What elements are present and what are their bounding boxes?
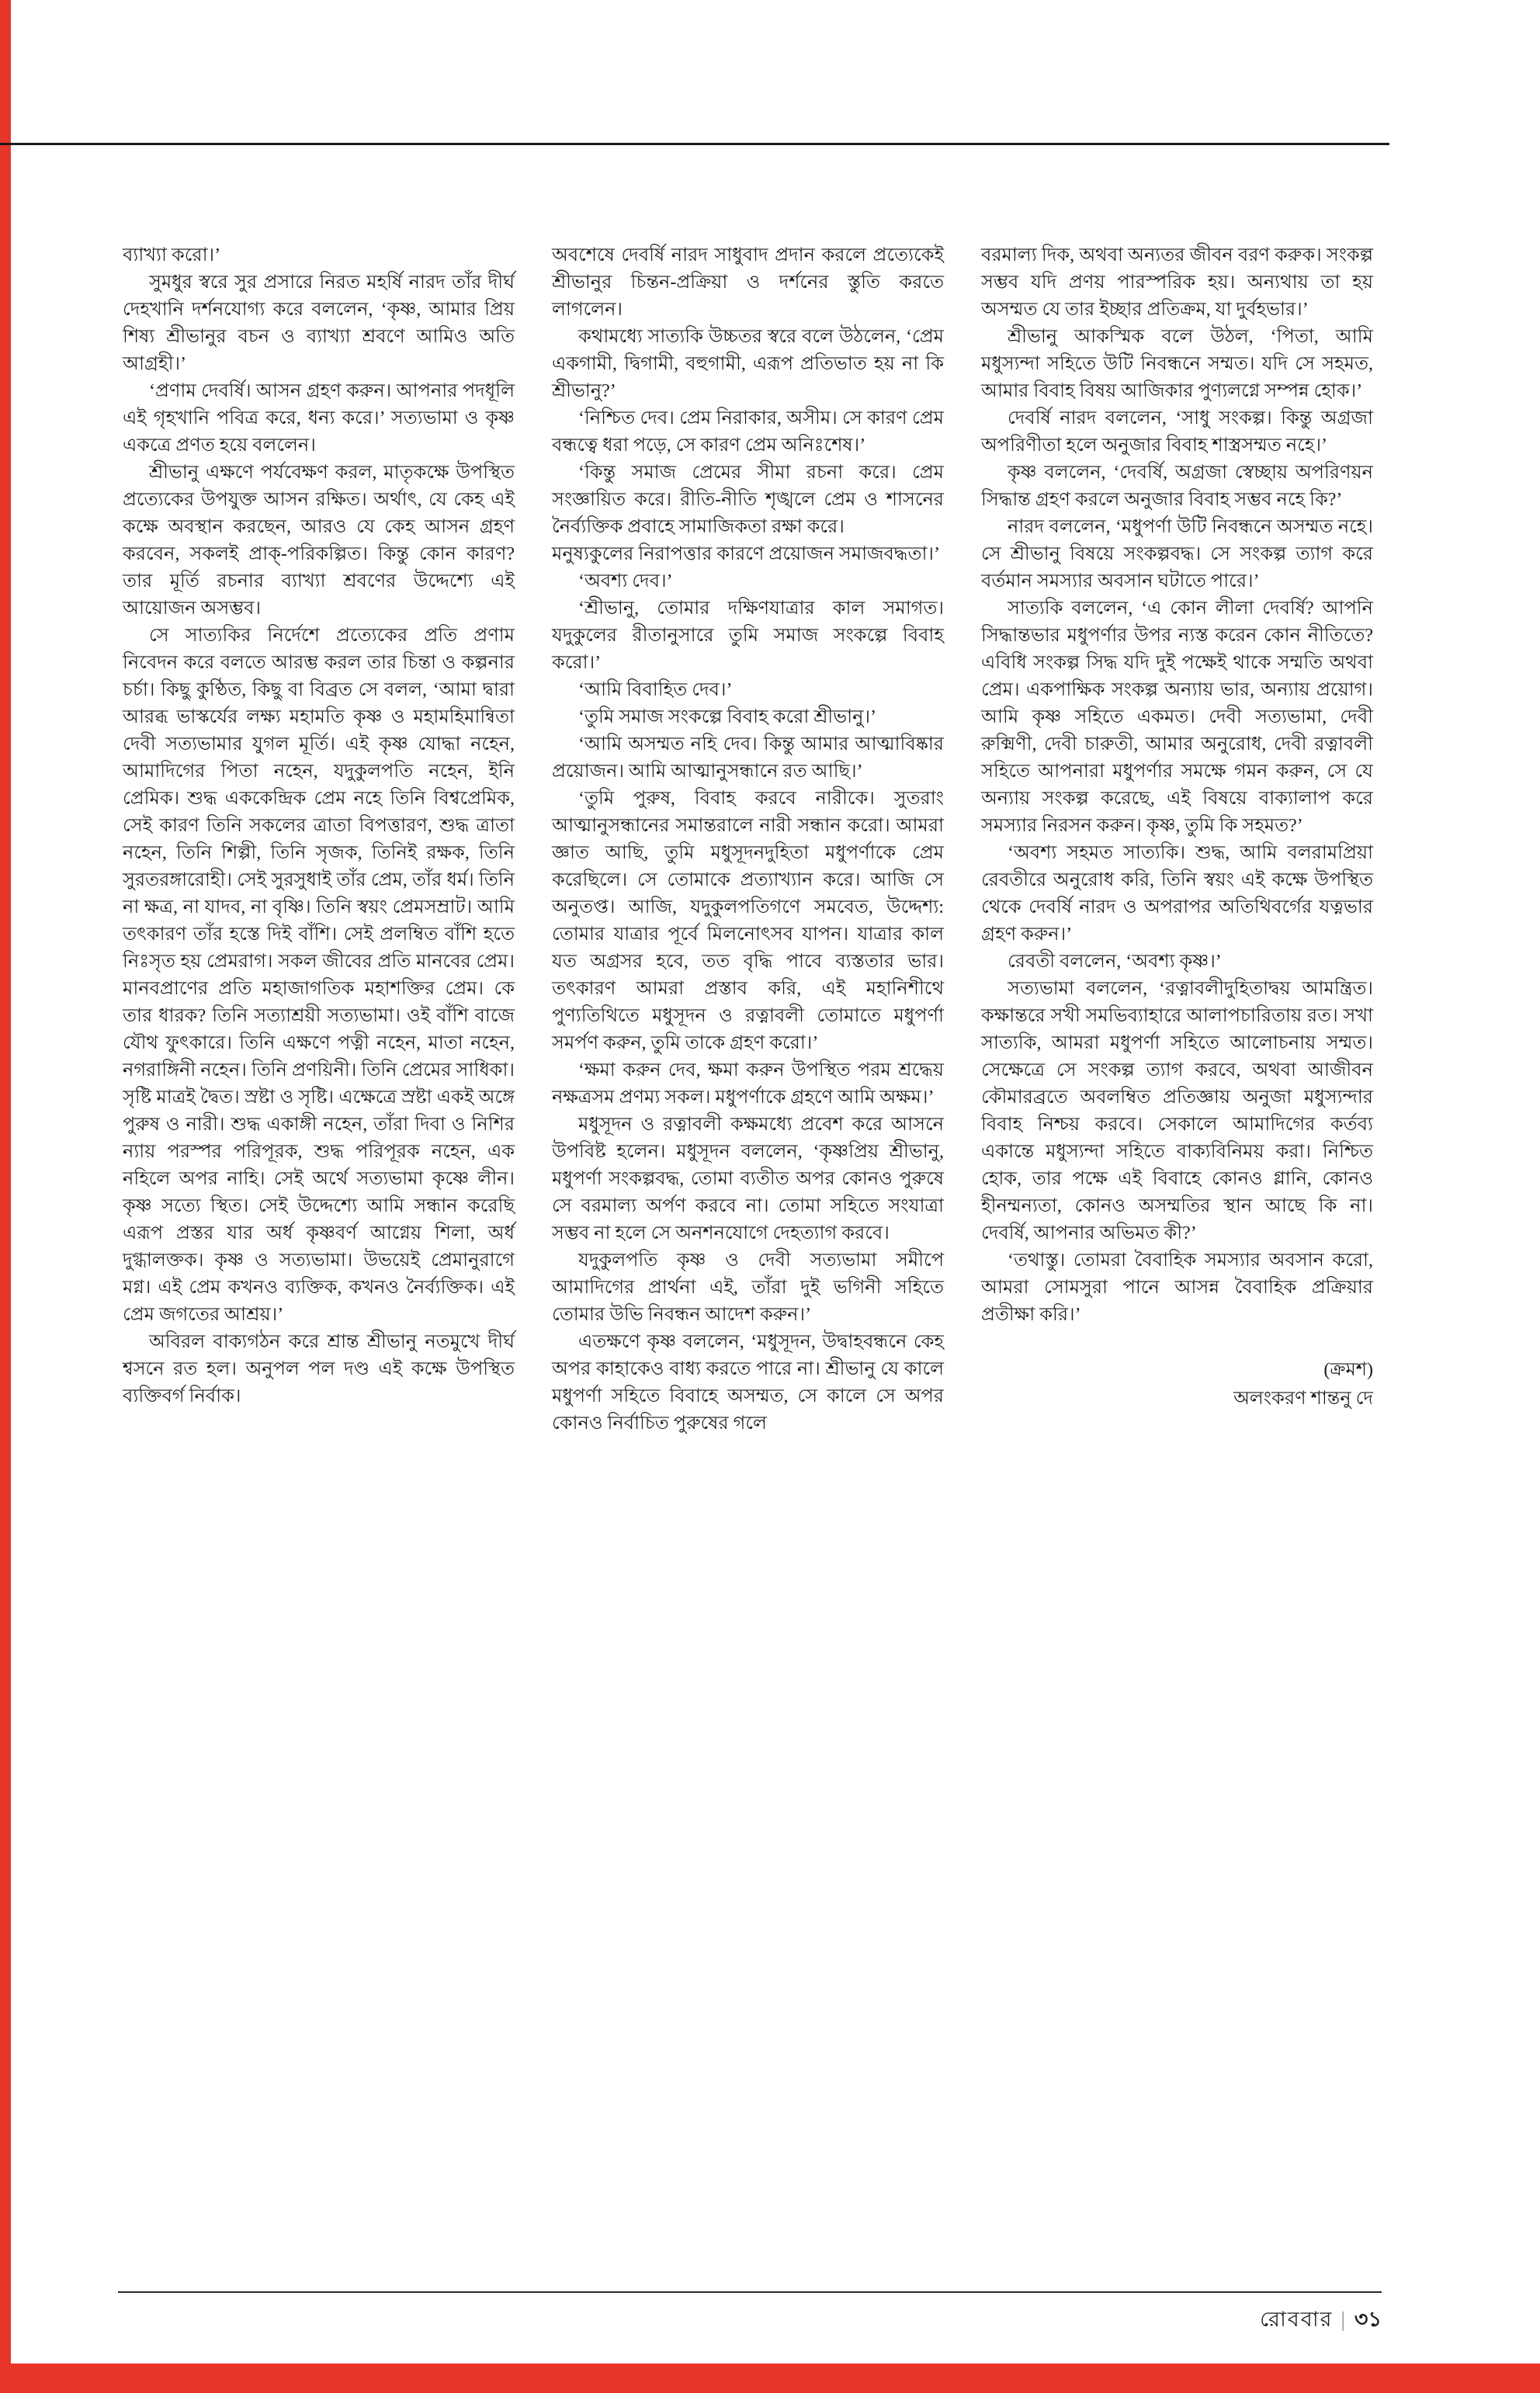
article-body [123,242,1374,1438]
column-3-paragraphs [981,242,1373,1329]
left-border-accent [0,0,11,2393]
paragraph: ‘আমি অসম্মত নহি দেব। কিন্তু আমার আত্মাবিষ্কার প্রয়োজন। আমি আত্মানুসন্ধানে রত আছি।’ [552,734,944,782]
paragraph: ‘নিশ্চিত দেব। প্রেম নিরাকার, অসীম। সে কারণ প্রেম বন্ধত্বে ধরা পড়ে, সে কারণ প্রেম অনিঃশেষ।’ [552,408,944,456]
page-footer [118,2291,1382,2339]
footer-divider: | [1341,2308,1347,2331]
paragraph: কৃষ্ণ বললেন, ‘দেবর্ষি, অগ্রজা স্বেচ্ছায় অপরিণয়ন সিদ্ধান্ত গ্রহণ করলে অনুজার বিবাহ সম্ভব নহে কি?’ [981,463,1373,510]
paragraph: ‘অবশ্য দেব।’ [578,571,673,591]
paragraph: নারদ বললেন, ‘মধুপর্ণা উটি নিবন্ধনে অসম্মত নহে। সে শ্রীভানু বিষয়ে সংকল্পবদ্ধ। সে সংকল্প ত্যাগ করে বর্তমান সমস্যার অবসান ঘটাতে পারে।’ [981,517,1373,591]
top-rule [0,143,1389,145]
footer-text [118,2304,1382,2339]
paragraph: দেবর্ষি নারদ বললেন, ‘সাধু সংকল্প। কিন্তু অগ্রজা অপরিণীতা হলে অনুজার বিবাহ শাস্ত্রসম্মত নহে।’ [981,408,1373,456]
text-column-1 [123,242,515,1410]
paragraph: ‘অবশ্য সহমত সাত্যকি। শুদ্ধ, আমি বলরামপ্রিয়া রেবতীরে অনুরোধ করি, তিনি স্বয়ং এই কক্ষে উপস্থিত থেকে দেবর্ষি নারদ ও অপরাপর অতিথিবর্গের যত্নভার গ্রহণ করুন।’ [981,843,1373,945]
paragraph: মধুসূদন ও রত্নাবলী কক্ষমধ্যে প্রবেশ করে আসনে উপবিষ্ট হলেন। মধুসূদন বললেন, ‘কৃষ্ণপ্রিয় শ্রীভানু, মধুপর্ণা সংকল্পবদ্ধ, তোমা ব্যতীত অপর কোনও পুরুষে সে বরমাল্য অর্পণ করবে না। তোমা সহিতে সংযাত্রা সম্ভব না হলে সে অনশনযোগে দেহত্যাগ করবে। [552,1115,944,1243]
continuation-marker: (ক্রমশ) [1323,1360,1373,1380]
paragraph: সে সাত্যকির নির্দেশে প্রত্যেকের প্রতি প্রণাম নিবেদন করে বলতে আরম্ভ করল তার চিন্তা ও কল্পনার চর্চা। কিছু কুণ্ঠিত, কিছু বা বিব্রত সে বলল, ‘আমা দ্বারা আরব্ধ ভাস্কর্যের লক্ষ্য মহামতি কৃষ্ণ ও মহামহিমান্বিতা দেবী সত্যভামার যুগল মূর্তি। এই কৃষ্ণ যোদ্ধা নহেন, আমাদিগের পিতা নহেন, যদুকুলপতি নহেন, ইনি প্রেমিক। শুদ্ধ এককেন্দ্রিক প্রেম নহে তিনি বিশ্বপ্রেমিক, সেই কারণ তিনি সকলের ত্রাতা বিপত্তারণ, শুদ্ধ ত্রাতা নহেন, তিনি শিল্পী, তিনি সৃজক, তিনিই রক্ষক, তিনি সুরতরঙ্গারোহী। সেই সুরসুধাই তাঁর প্রেম, তাঁর ধর্ম। তিনি না ক্ষত্র, না যাদব, না বৃষ্ণি। তিনি স্বয়ং প্রেমসম্রাট। আমি তৎকারণ তাঁর হস্তে দিই বাঁশি। সেই প্রলম্বিত বাঁশি হতে নিঃসৃত হয় প্রেমরাগ। সকল জীবের প্রতি মানবের প্রেম। মানবপ্রাণের প্রতি মহাজাগতিক মহাশক্তির প্রেম। কে তার ধারক? তিনি সত্যাশ্রয়ী সত্যভামা। ওই বাঁশি বাজে যৌথ ফুৎকারে। তিনি এক্ষণে পত্নী নহেন, মাতা নহেন, নগরাঙ্গিনী নহেন। তিনি প্রণয়িনী। তিনি প্রেমের সাধিকা। সৃষ্টি মাত্রই দ্বৈত। স্রষ্টা ও সৃষ্টি। এক্ষেত্রে স্রষ্টা একই অঙ্গে পুরুষ ও নারী। শুদ্ধ একাঙ্গী নহেন, তাঁরা দিবা ও নিশির ন্যায় পরস্পর পরিপূরক, শুদ্ধ পরিপূরক নহেন, এক নহিলে অপর নাহি। সেই অর্থে সত্যভামা কৃষ্ণে লীন। কৃষ্ণ সত্যে স্থিত। সেই উদ্দেশ্যে আমি সন্ধান করেছি এরূপ প্রস্তর যার অর্ধ কৃষ্ণবর্ণ আগ্নেয় শিলা, অর্ধ দুগ্ধালক্তক। কৃষ্ণ ও সত্যভামা। উভয়েই প্রেমানুরাগে মগ্ন। এই প্রেম কখনও ব্যক্তিক, কখনও নৈর্ব্যক্তিক। এই প্রেম জগতের আশ্রয়।’ [123,626,515,1325]
paragraph: অবশেষে দেবর্ষি নারদ সাধুবাদ প্রদান করলে প্রত্যেকেই শ্রীভানুর চিন্তন-প্রক্রিয়া ও দর্শনের স্তুতি করতে লাগলেন। [552,245,944,320]
paragraph: অবিরল বাক্যগঠন করে শ্রান্ত শ্রীভানু নতমুখে দীর্ঘ শ্বসনে রত হল। অনুপল পল দণ্ড এই কক্ষে উপস্থিত ব্যক্তিবর্গ নির্বাক। [123,1332,515,1406]
paragraph: শ্রীভানু এক্ষণে পর্যবেক্ষণ করল, মাতৃকক্ষে উপস্থিত প্রত্যেকের উপযুক্ত আসন রক্ষিত। অর্থাৎ, যে কেহ এই কক্ষে অবস্থান করছেন, আরও যে কেহ আসন গ্রহণ করবেন, সকলই প্রাক্‌-পরিকল্পিত। কিন্তু কোন কারণ? তার মূর্তি রচনার ব্যাখ্যা শ্রবণের উদ্দেশ্যে এই আয়োজন অসম্ভব। [123,463,515,619]
paragraph: ‘তুমি সমাজ সংকল্পে বিবাহ করো শ্রীভানু।’ [578,707,877,727]
paragraph: কথামধ্যে সাত্যকি উচ্চতর স্বরে বলে উঠলেন, ‘প্রেম একগামী, দ্বিগামী, বহুগামী, এরূপ প্রতিভাত হয় না কি শ্রীভানু?’ [552,327,944,401]
text-column-2 [552,242,944,1438]
paragraph: ‘তুমি পুরুষ, বিবাহ করবে নারীকে। সুতরাং আত্মানুসন্ধানের সমান্তরালে নারী সন্ধান করো। আমরা জ্ঞাত আছি, তুমি মধুসূদনদুহিতা মধুপর্ণাকে প্রেম করেছিলে। সে তোমাকে প্রত্যাখ্যান করে। আজি সে অনুতপ্ত। আজি, যদুকুলপতিগণে সমবেত, উদ্দেশ্য: তোমার যাত্রার পূর্বে মিলনোৎসব যাপন। যাত্রার কাল যত অগ্রসর হবে, তত বৃদ্ধি পাবে ব্যস্ততার ভার। তৎকারণ আমরা প্রস্তাব করি, এই মহানিশীথে পুণ্যতিথিতে মধুসূদন ও রত্নাবলী তোমাতে মধুপর্ণা সমর্পণ করুন, তুমি তাকে গ্রহণ করো।’ [552,789,944,1053]
column-2-paragraphs [552,242,944,1438]
paragraph: ‘প্রণাম দেবর্ষি। আসন গ্রহণ করুন। আপনার পদধূলি এই গৃহখানি পবিত্র করে, ধন্য করে।’ সত্যভামা ও কৃষ্ণ একত্রে প্রণত হয়ে বললেন। [123,381,515,456]
magazine-name: রোববার [1260,2308,1334,2331]
paragraph: রেবতী বললেন, ‘অবশ্য কৃষ্ণ।’ [1008,952,1222,972]
paragraph: ‘শ্রীভানু, তোমার দক্ষিণযাত্রার কাল সমাগত। যদুকুলের রীতানুসারে তুমি সমাজ সংকল্পে বিবাহ করো।’ [552,598,944,673]
paragraph: শ্রীভানু আকস্মিক বলে উঠল, ‘পিতা, আমি মধুস্যন্দা সহিতে উটি নিবন্ধনে সম্মত। যদি সে সহমত, আমার বিবাহ বিষয় আজিকার পুণ্যলগ্নে সম্পন্ন হোক।’ [981,327,1373,401]
paragraph: সাত্যকি বললেন, ‘এ কোন লীলা দেবর্ষি? আপনি সিদ্ধান্তভার মধুপর্ণার উপর ন্যস্ত করেন কোন নীতিতে? এবিধি সংকল্প সিদ্ধ যদি দুই পক্ষেই থাকে সম্মতি অথবা প্রেম। একপাক্ষিক সংকল্প অন্যায় ভার, অন্যায় প্রয়োগ। আমি কৃষ্ণ সহিতে একমত। দেবী সত্যভামা, দেবী রুক্মিণী, দেবী চারুতী, আমার অনুরোধ, দেবী রত্নাবলী সহিতে আপনারা মধুপর্ণার সমক্ষে গমন করুন, সে যে অন্যায় সংকল্প করেছে, এই বিষয়ে বাক্যালাপ করে সমস্যার নিরসন করুন। কৃষ্ণ, তুমি কি সহমত?’ [981,598,1373,836]
paragraph: ‘ক্ষমা করুন দেব, ক্ষমা করুন উপস্থিত পরম শ্রদ্ধেয় নক্ষত্রসম প্রণম্য সকল। মধুপর্ণাকে গ্রহণে আমি অক্ষম।’ [552,1060,944,1108]
paragraph: ‘কিন্তু সমাজ প্রেমের সীমা রচনা করে। প্রেম সংজ্ঞায়িত করে। রীতি-নীতি শৃঙ্খলে প্রেম ও শাসনের নৈর্ব্যক্তিক প্রবাহে সামাজিকতা রক্ষা করে। [552,463,944,537]
paragraph: ‘তথাস্তু। তোমরা বৈবাহিক সমস্যার অবসান করো, আমরা সোমসুরা পানে আসন্ন বৈবাহিক প্রক্রিয়ার প্রতীক্ষা করি।’ [981,1250,1373,1325]
paragraph: ব্যাখ্যা করো।’ [123,245,221,265]
bottom-border-accent [0,2364,1540,2393]
footer-rule [118,2291,1382,2293]
paragraph: ‘আমি বিবাহিত দেব।’ [578,680,733,700]
paragraph: যদুকুলপতি কৃষ্ণ ও দেবী সত্যভামা সমীপে আমাদিগের প্রার্থনা এই, তাঁরা দুই ভগিনী সহিতে তোমার উভি নিবন্ধন আদেশ করুন।’ [552,1250,944,1325]
text-column-3 [981,242,1373,1413]
page-number: ৩১ [1354,2308,1382,2331]
paragraph: বরমাল্য দিক, অথবা অন্যতর জীবন বরণ করুক। সংকল্প সম্ভব যদি প্রণয় পারস্পরিক হয়। অন্যথায় তা হয় অসম্মত যে তার ইচ্ছার প্রতিক্রম, যা দুর্বহভার।’ [981,245,1373,320]
column-1-paragraphs [123,242,515,1410]
paragraph: মনুষ্যকুলের নিরাপত্তার কারণে প্রয়োজন সমাজবদ্ধতা।’ [552,544,941,564]
illustration-credit: অলংকরণ শান্তনু দে [1233,1389,1373,1409]
paragraph: এতক্ষণে কৃষ্ণ বললেন, ‘মধুসূদন, উদ্বাহবন্ধনে কেহ অপর কাহাকেও বাধ্য করতে পারে না। শ্রীভানু যে কালে মধুপর্ণা সহিতে বিবাহে অসম্মত, সে কালে সে অপর কোনও নির্বাচিত পুরুষের গলে [552,1332,944,1434]
paragraph: সত্যভামা বললেন, ‘রত্নাবলীদুহিতাদ্বয় আমন্ত্রিত। কক্ষান্তরে সখী সমভিব্যাহারে আলাপচারিতায় রত। সখা সাত্যকি, আমরা মধুপর্ণা সহিতে আলোচনায় সম্মত। সেক্ষেত্রে সে সংকল্প ত্যাগ করবে, অথবা আজীবন কৌমারব্রতে অবলম্বিত প্রতিজ্ঞায় অনুজা মধুস্যন্দার বিবাহ নিশ্চয় করবে। সেকালে আমাদিগের কর্তব্য একান্তে মধুস্যন্দা সহিতে বাক্যবিনিময় করা। নিশ্চিত হোক, তার পক্ষে এই বিবাহে কোনও গ্লানি, কোনও হীনম্মন্যতা, কোনও অসম্মতির স্থান আছে কি না। দেবর্ষি, আপনার অভিমত কী?’ [981,979,1373,1243]
paragraph: সুমধুর স্বরে সুর প্রসারে নিরত মহর্ষি নারদ তাঁর দীর্ঘ দেহখানি দর্শনযোগ্য করে বললেন, ‘কৃষ্ণ, আমার প্রিয় শিষ্য শ্রীভানুর বচন ও ব্যাখ্যা শ্রবণে আমিও অতি আগ্রহী।’ [123,272,515,374]
